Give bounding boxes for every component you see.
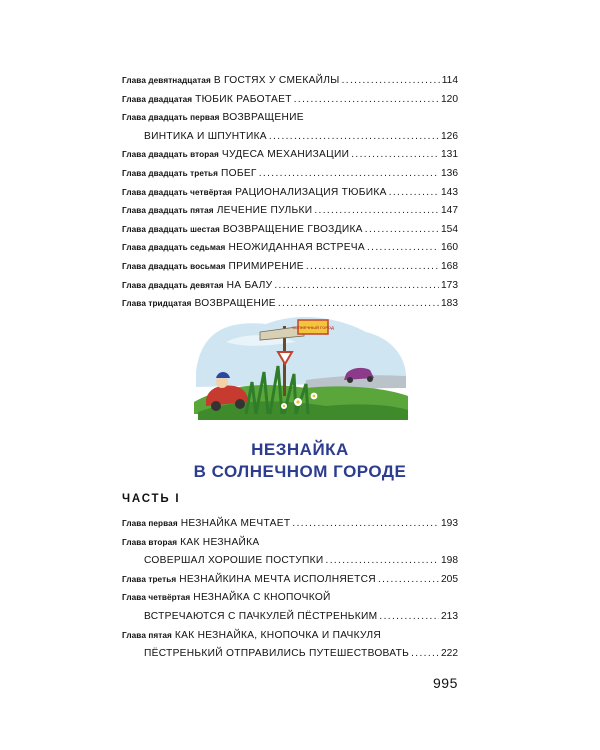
page-ref: 183 [441,298,458,310]
chapter-title: НЕЗНАЙКА МЕЧТАЕТ [180,518,291,529]
section-title-line2: В СОЛНЕЧНОМ ГОРОДЕ [193,462,407,481]
chapter-label: Глава двадцатая [122,94,193,104]
toc-entry [122,146,458,164]
chapter-label: Глава двадцать первая [122,113,220,123]
toc-entry [122,608,458,626]
page-ref: 205 [441,573,458,585]
chapter-label: Глава третья [122,574,177,584]
chapter-label: Глава пятая [122,630,172,640]
toc-entry [122,128,458,146]
chapter-label: Глава двадцать четвёртая [122,187,233,197]
toc-entry [122,627,458,645]
chapter-title: СОВЕРШАЛ ХОРОШИЕ ПОСТУПКИ [144,555,324,567]
page-ref: 143 [441,186,458,198]
chapter-label: Глава двадцать третья [122,168,218,178]
toc-entry [122,239,458,257]
toc-entry [122,552,458,570]
chapter-title: НА БАЛУ [226,279,273,291]
chapter-label: Глава вторая [122,537,178,547]
toc-entry [122,589,458,607]
toc-entry [122,202,458,220]
section-title-line1: НЕЗНАЙКА [251,440,349,459]
page-ref: 193 [441,518,458,529]
chapter-title: ВОЗВРАЩЕНИЕ [222,112,304,124]
leader-dots [326,552,439,570]
chapter-title: НЕОЖИДАННАЯ ВСТРЕЧА [228,242,365,254]
chapter-title: РАЦИОНАЛИЗАЦИЯ ТЮБИКА [235,186,387,198]
leader-dots [342,72,440,90]
chapter-title: ВОЗВРАЩЕНИЕ ГВОЗДИКА [222,223,363,235]
chapter-label: Глава двадцать шестая [122,224,220,234]
chapter-title: ЧУДЕСА МЕХАНИЗАЦИИ [221,149,350,161]
chapter-title: КАК НЕЗНАЙКА, КНОПОЧКА И ПАЧКУЛЯ [174,629,382,641]
page-number: 995 [433,675,458,691]
chapter-label: Глава тридцатая [122,299,192,309]
part-heading: ЧАСТЬ I [122,493,181,505]
toc-entry [122,165,458,183]
page-ref: 198 [441,555,458,567]
page-ref: 168 [441,260,458,272]
chapter-title: ТЮБИК РАБОТАЕТ [195,93,292,105]
leader-dots [378,571,439,589]
leader-dots [367,239,439,257]
toc-entry [122,221,458,239]
page-ref: 136 [441,167,458,179]
chapter-label: Глава двадцать девятая [122,280,224,290]
leader-dots [292,515,439,533]
leader-dots [351,146,439,164]
toc-entry [122,109,458,127]
chapter-title: ПОБЕГ [221,167,257,179]
leader-dots [411,645,439,663]
toc-entry [122,515,458,533]
chapter-label: Глава двадцать седьмая [122,243,226,253]
toc-list-bottom [122,515,458,664]
chapter-label: Глава первая [122,519,178,528]
leader-dots [365,221,439,239]
leader-dots [314,202,439,220]
toc-entry [122,571,458,589]
leader-dots [306,258,439,276]
leader-dots [379,608,439,626]
leader-dots [294,91,439,109]
page-ref: 222 [441,648,458,660]
chapter-title: НЕЗНАЙКИНА МЕЧТА ИСПОЛНЯЕТСЯ [179,573,376,585]
chapter-title: ВИНТИКА И ШПУНТИКА [144,130,267,142]
chapter-title: КАК НЕЗНАЙКА [180,536,260,548]
page-ref: 120 [441,93,458,105]
page-ref: 154 [441,223,458,235]
road-sign-text: СОЛНЕЧНЫЙ ГОРОД [292,325,334,330]
chapter-title: ПРИМИРЕНИЕ [228,260,304,272]
toc-entry [122,72,458,90]
page-ref: 114 [441,75,458,86]
page-ref: 160 [441,242,458,254]
toc-entry [122,534,458,552]
chapter-title: ПЁСТРЕНЬКИЙ ОТПРАВИЛИСЬ ПУТЕШЕСТВОВАТЬ [144,648,410,660]
page-ref: 131 [441,149,458,161]
page-ref: 147 [441,205,458,217]
toc-entry [122,91,458,109]
chapter-label: Глава девятнадцатая [122,76,211,85]
chapter-label: Глава четвёртая [122,593,191,603]
toc-entry [122,277,458,295]
toc-entry [122,645,458,663]
chapter-title: ВОЗВРАЩЕНИЕ [194,298,276,310]
chapter-title: В ГОСТЯХ У СМЕКАЙЛЫ [213,75,340,86]
leader-dots [269,128,439,146]
page-ref: 213 [441,610,458,622]
toc-list-top [122,72,458,314]
page-ref: 173 [441,279,458,291]
chapter-title: НЕЗНАЙКА С КНОПОЧКОЙ [193,592,331,604]
road-sign-illustration [186,302,416,422]
chapter-label: Глава двадцать восьмая [122,261,226,271]
leader-dots [274,277,439,295]
chapter-label: Глава двадцать вторая [122,150,219,160]
toc-entry [122,258,458,276]
chapter-label: Глава двадцать пятая [122,206,214,216]
chapter-title: ВСТРЕЧАЮТСЯ С ПАЧКУЛЕЙ ПЁСТРЕНЬКИМ [144,610,378,622]
toc-entry [122,184,458,202]
leader-dots [389,184,439,202]
chapter-title: ЛЕЧЕНИЕ ПУЛЬКИ [216,205,313,217]
page-ref: 126 [441,130,458,142]
leader-dots [259,165,439,183]
